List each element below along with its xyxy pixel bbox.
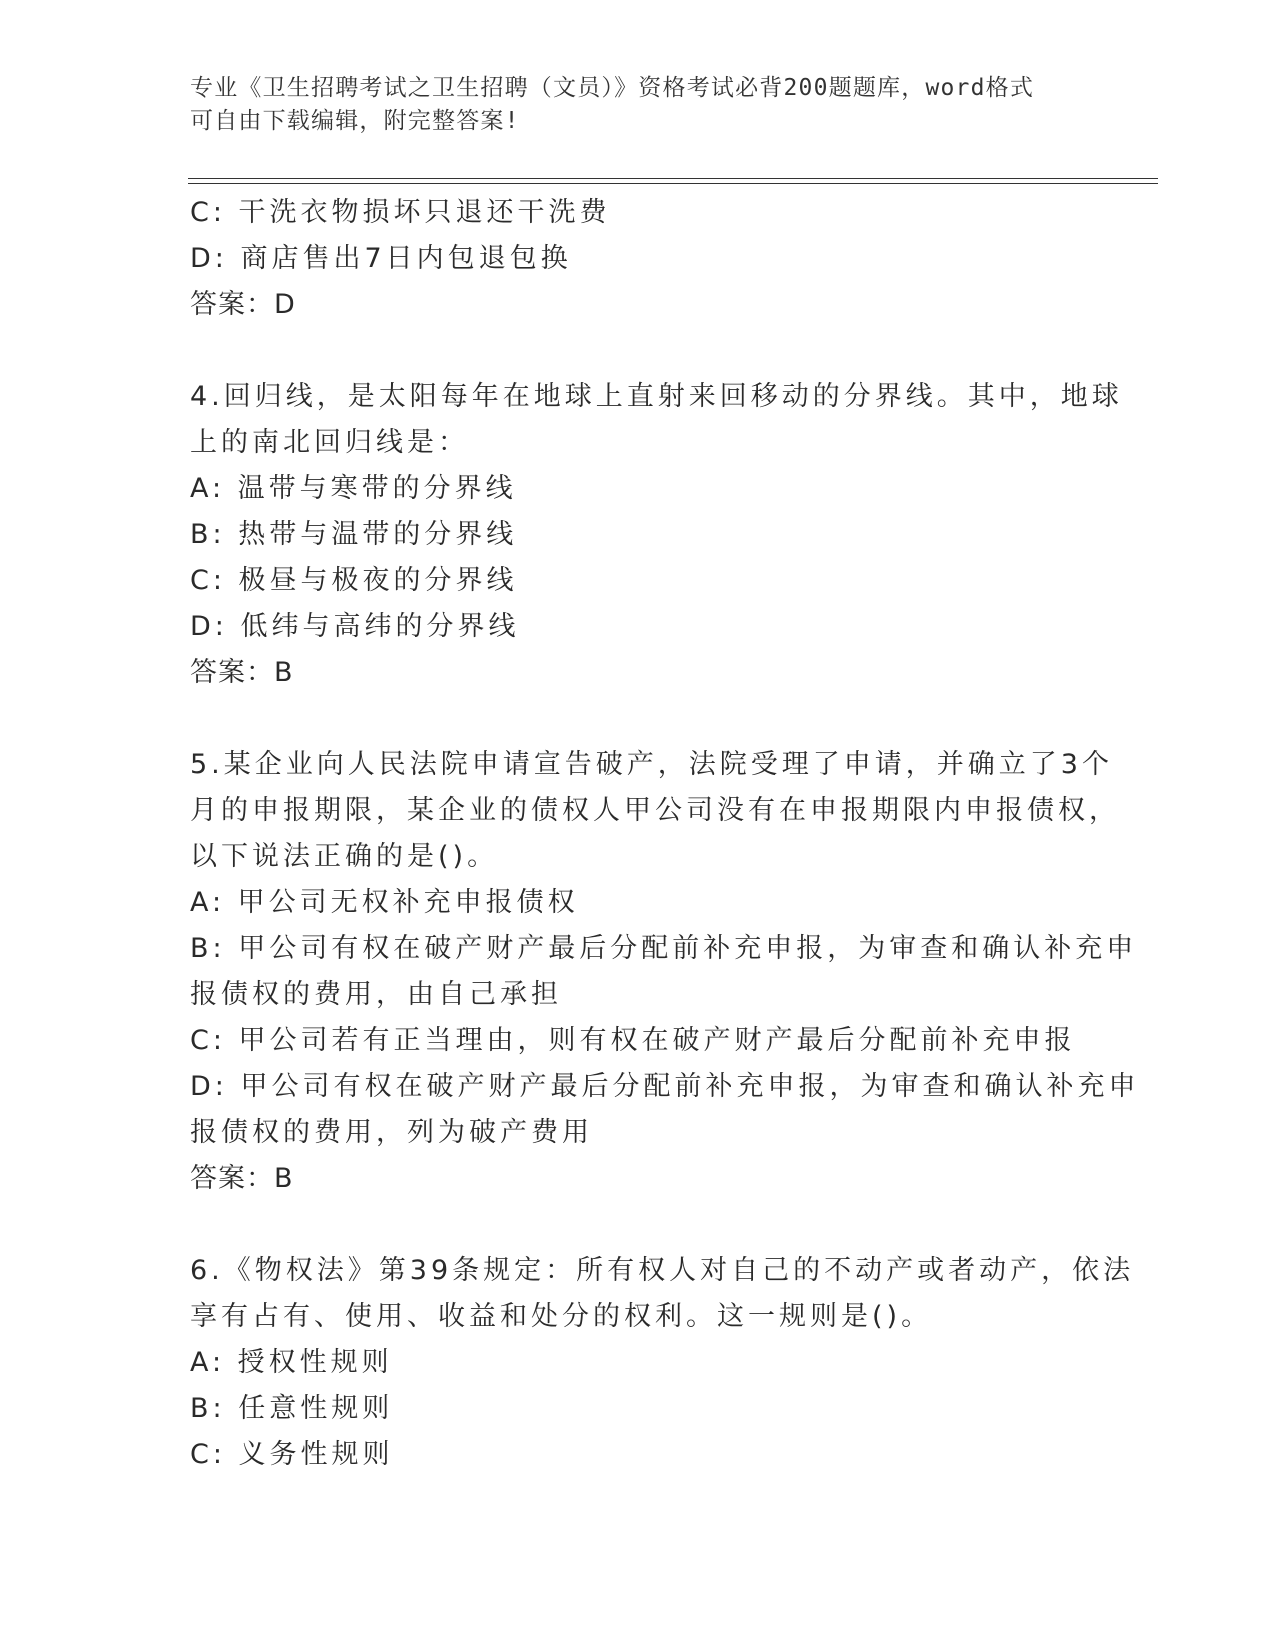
q4-option-d: D: 低纬与高纬的分界线 [190, 611, 520, 642]
q4-option-a: A: 温带与寒带的分界线 [190, 473, 517, 504]
q5-stem-line-2: 月的申报期限，某企业的债权人甲公司没有在申报期限内申报债权， [190, 795, 1120, 826]
header-title-line-2: 可自由下载编辑，附完整答案! [190, 108, 520, 134]
q5-option-d-line-2: 报债权的费用，列为破产费用 [190, 1117, 593, 1148]
q4-stem-line-2: 上的南北回归线是： [190, 427, 469, 458]
spacer [190, 696, 1090, 742]
q4-option-b: B: 热带与温带的分界线 [190, 519, 518, 550]
header-divider-top [188, 178, 1158, 179]
spacer [190, 328, 1090, 374]
q5-stem-line-3: 以下说法正确的是()。 [190, 841, 499, 872]
q5-option-c: C: 甲公司若有正当理由，则有权在破产财产最后分配前补充申报 [190, 1025, 1076, 1056]
q5-answer: 答案：B [190, 1163, 294, 1194]
question-3 [190, 190, 1090, 328]
question-6 [190, 1248, 1135, 1478]
q5-option-a: A: 甲公司无权补充申报债权 [190, 887, 579, 918]
q5-option-b-line-2: 报债权的费用，由自己承担 [190, 979, 562, 1010]
q5-stem-line-1: 5.某企业向人民法院申请宣告破产，法院受理了申请，并确立了3个 [190, 749, 1113, 780]
question-4 [190, 374, 1123, 696]
spacer [190, 1202, 1090, 1248]
q4-option-c: C: 极昼与极夜的分界线 [190, 565, 518, 596]
question-list [190, 190, 1140, 1478]
q4-stem-line-1: 4.回归线，是太阳每年在地球上直射来回移动的分界线。其中，地球 [190, 381, 1123, 412]
q3-option-d: D: 商店售出7日内包退包换 [190, 243, 572, 274]
header-divider-bottom [188, 183, 1158, 184]
page-header [190, 72, 1070, 138]
q5-option-b-line-1: B: 甲公司有权在破产财产最后分配前补充申报，为审查和确认补充申 [190, 933, 1138, 964]
q6-stem-line-2: 享有占有、使用、收益和处分的权利。这一规则是()。 [190, 1301, 933, 1332]
q3-option-c: C: 干洗衣物损坏只退还干洗费 [190, 197, 611, 228]
question-5 [190, 742, 1140, 1202]
q6-option-a: A: 授权性规则 [190, 1347, 393, 1378]
q6-stem-line-1: 6.《物权法》第39条规定：所有权人对自己的不动产或者动产，依法 [190, 1255, 1135, 1286]
q3-answer: 答案：D [190, 289, 296, 320]
q4-answer: 答案：B [190, 657, 294, 688]
q5-option-d-line-1: D: 甲公司有权在破产财产最后分配前补充申报，为审查和确认补充申 [190, 1071, 1140, 1102]
q6-option-b: B: 任意性规则 [190, 1393, 394, 1424]
header-title-line-1: 专业《卫生招聘考试之卫生招聘（文员）》资格考试必背200题题库，word格式 [190, 75, 1035, 101]
q6-option-c: C: 义务性规则 [190, 1439, 394, 1470]
